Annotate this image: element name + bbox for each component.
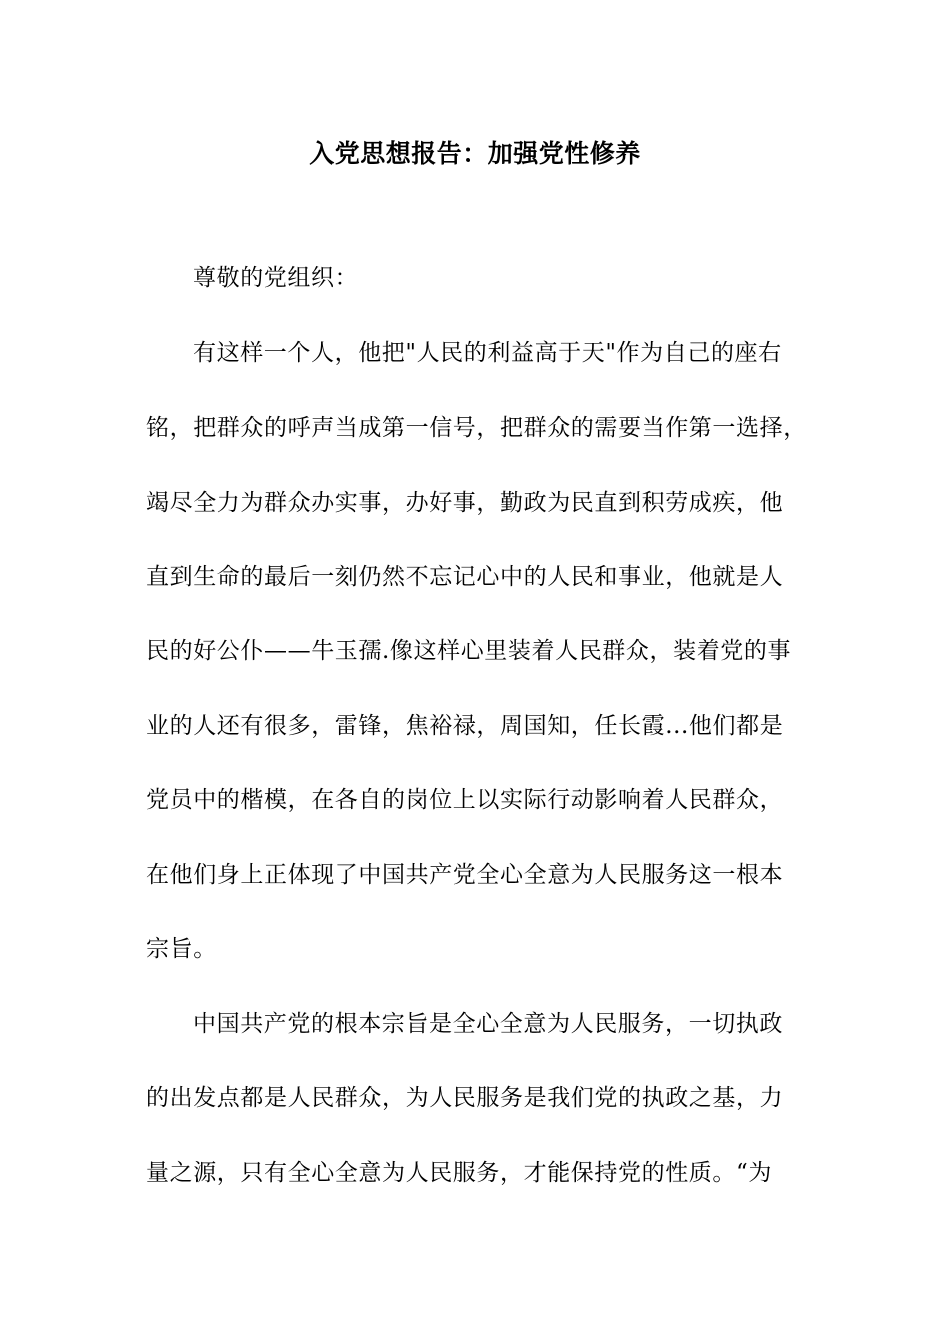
paragraph-line: 宗旨。 xyxy=(146,936,217,962)
paragraph-line: 民的好公仆——牛玉孺.像这样心里装着人民群众，装着党的事 xyxy=(146,638,792,664)
salutation: 尊敬的党组织： xyxy=(193,265,359,291)
paragraph-line: 有这样一个人，他把"人民的利益高于天"作为自己的座右 xyxy=(193,340,782,366)
paragraph-line: 党员中的楷模，在各自的岗位上以实际行动影响着人民群众， xyxy=(146,787,784,813)
paragraph-line: 的出发点都是人民群众，为人民服务是我们党的执政之基，力 xyxy=(146,1085,784,1111)
paragraph-line: 在他们身上正体现了中国共产党全心全意为人民服务这一根本 xyxy=(146,862,784,888)
paragraph-line: 铭，把群众的呼声当成第一信号，把群众的需要当作第一选择， xyxy=(146,415,807,441)
paragraph-line: 量之源，只有全心全意为人民服务，才能保持党的性质。“为 xyxy=(146,1160,772,1186)
document-title: 入党思想报告：加强党性修养 xyxy=(309,139,641,168)
paragraph-line: 中国共产党的根本宗旨是全心全意为人民服务，一切执政 xyxy=(193,1011,783,1037)
paragraph-line: 竭尽全力为群众办实事，办好事，勤政为民直到积劳成疾，他 xyxy=(146,490,784,516)
paragraph-line: 业的人还有很多，雷锋，焦裕禄，周国知，任长霞...他们都是 xyxy=(146,713,784,739)
paragraph-line: 直到生命的最后一刻仍然不忘记心中的人民和事业，他就是人 xyxy=(146,564,784,590)
